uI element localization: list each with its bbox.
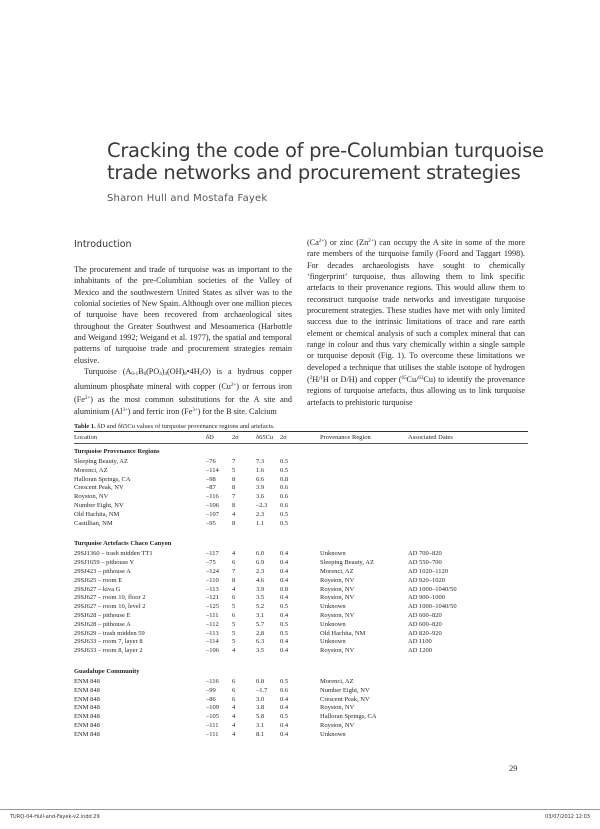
- table-cell: –105: [206, 713, 219, 721]
- slug-file: TURQ-04-Hull-and-Fayek-v2.indd 29: [10, 814, 100, 820]
- table-cell: [408, 484, 528, 493]
- table-cell: 5: [232, 466, 236, 474]
- table-cell: [408, 696, 528, 705]
- table-cell: –112: [206, 620, 219, 628]
- table-cell: 2.3: [256, 567, 265, 575]
- table-cell: 8: [232, 484, 236, 492]
- table-cell: [320, 502, 408, 511]
- table-cell: 3.9: [256, 484, 265, 492]
- table-cell: 0.4: [280, 550, 289, 558]
- table-cell: 4: [232, 730, 236, 738]
- table-cell: –87: [206, 484, 216, 492]
- table-cell: 0.6: [280, 493, 289, 501]
- table-cell: 0.5: [280, 466, 289, 474]
- table-cell: –111: [206, 721, 219, 729]
- table-row: [74, 458, 528, 467]
- table-cell: [320, 467, 408, 476]
- table-cell: –114: [206, 466, 219, 474]
- table-cell: Royston, NV: [320, 704, 355, 712]
- table-cell: 7.3: [256, 458, 265, 465]
- table-cell: Old Hachita, NM: [320, 629, 366, 637]
- table-cell: 29SJ633 – room 8, layer 2: [74, 647, 143, 655]
- table-cell: 4: [232, 585, 236, 593]
- table-cell: [320, 511, 408, 520]
- table-row: [74, 493, 528, 502]
- table-cell: 0.4: [280, 559, 289, 567]
- table-cell: –75: [206, 559, 216, 567]
- table-cell: –116: [206, 677, 219, 685]
- table-cell: [408, 713, 528, 722]
- table-cell: 0.4: [280, 695, 289, 703]
- table-cell: 29SJ625 – room E: [74, 576, 123, 584]
- table-row: [74, 603, 528, 612]
- table-cell: 0.6: [280, 501, 289, 509]
- table-cell: 3.9: [256, 585, 265, 593]
- table-cell: Crescent Peak, NV: [74, 484, 124, 492]
- table-cell: 6: [232, 559, 236, 567]
- table-cell: 7: [232, 458, 236, 465]
- table-cell: –125: [206, 603, 219, 611]
- table-cell: 0.4: [280, 576, 289, 584]
- table-header-cell: δD: [206, 434, 214, 441]
- table-cell: Royston, NV: [320, 611, 355, 619]
- table-cell: AD 600–820: [408, 611, 442, 619]
- table-cell: ENM 848: [74, 730, 100, 738]
- table-cell: Sleeping Beauty, AZ: [320, 559, 374, 567]
- table-spacer-row: [74, 656, 528, 664]
- table-cell: 29SJ423 – pithouse A: [74, 567, 131, 575]
- table-cell: 5: [232, 629, 236, 637]
- table-cell: 5: [232, 603, 236, 611]
- table-cell: 0.5: [280, 620, 289, 628]
- left-text-column: [74, 264, 292, 417]
- slug-rule: [0, 809, 600, 810]
- table-section-heading: Guadalupe Community: [74, 667, 140, 675]
- table-cell: Royston, NV: [320, 576, 355, 584]
- table-cell: 6: [232, 695, 236, 703]
- table-cell: Unknown: [320, 638, 346, 646]
- table-cell: [320, 484, 408, 493]
- table-cell: 0.5: [280, 677, 289, 685]
- table-row: [74, 696, 528, 705]
- table-cell: ENM 848: [74, 677, 100, 685]
- table-cell: 4: [232, 704, 236, 712]
- table-row: [74, 638, 528, 647]
- table-cell: 6.0: [256, 550, 265, 558]
- table-row: [74, 731, 528, 740]
- intro-paragraph-3: $(Ca^{2+})$ or zinc $(Zn^{2+})$ can occupy the A site in some of the more rare members of the turquoise family (Foord and Taggart 1998). For decades archaeologists have sought to chemically ‘fingerprint’ turquoise, thus allowing them to link specific artefacts to their provenance regions. This would allow them to reconstruct turquoise trade networks and investigate turquoise procurement strategies. These studies have met with only limited success due to the intrinsic limitations of trace and rare earth element or chemical analysis of such a complex mineral that can range in colour and thus vary chemically within a single sample or turquoise deposit (Fig. 1). To overcome these limitations we developed a technique that utilises the stable isotope of hydrogen ($^2$H/$^1$H or D/H) and copper ($^{65}$Cu/$^{63}$Cu) to identify the provenance regions of turquoise artefacts, thus allowing us to link turquoise artefacts to prehistoric turquoise: [307, 238, 525, 407]
- table-cell: [408, 493, 528, 502]
- table-cell: Unknown: [320, 603, 346, 611]
- table-cell: 0.4: [280, 704, 289, 712]
- table-cell: [408, 458, 528, 467]
- table-header-cell: 2σ: [232, 434, 239, 441]
- table-cell: Royston, NV: [320, 721, 355, 729]
- table-cell: AD 550–700: [408, 559, 442, 567]
- table-cell: 6: [232, 594, 236, 602]
- table-cell: 0.4: [280, 594, 289, 602]
- table-cell: 1.1: [256, 519, 265, 527]
- table-row: [74, 621, 528, 630]
- table-cell: 29SJ1360 – trash midden TT1: [74, 550, 153, 558]
- table-cell: AD 1100: [408, 638, 432, 646]
- table-caption: Table 1. δD and δ65Cu values of turquoise provenance regions and artefacts.: [74, 423, 275, 430]
- table-cell: 0.4: [280, 721, 289, 729]
- table-cell: –99: [206, 686, 216, 694]
- table-cell: Sleeping Beauty, AZ: [74, 458, 128, 465]
- table-cell: ENM 848: [74, 704, 100, 712]
- table-row: [74, 704, 528, 713]
- table-cell: 0.4: [280, 730, 289, 738]
- table-cell: Halloran Springs, CA: [320, 713, 377, 721]
- table-cell: 0.5: [280, 603, 289, 611]
- table-cell: –121: [206, 594, 219, 602]
- table-row: [74, 713, 528, 722]
- table-cell: Royston, NV: [320, 585, 355, 593]
- table-row: [74, 467, 528, 476]
- table-cell: 29SJ627 – kiva G: [74, 585, 121, 593]
- table-cell: 4: [232, 550, 236, 558]
- table-cell: 5.8: [256, 713, 265, 721]
- table-cell: –98: [206, 475, 216, 483]
- table-header-row: [74, 432, 528, 444]
- right-text-column: [307, 236, 525, 408]
- table-cell: 29SJ628 – pithouse A: [74, 620, 131, 628]
- table-cell: 0.8: [280, 475, 289, 483]
- table-cell: 4: [232, 647, 236, 655]
- table-row: [74, 678, 528, 687]
- table-section-heading: Turquoise Provenance Regions: [74, 448, 160, 455]
- table-cell: –107: [206, 510, 219, 518]
- table-cell: Unknown: [320, 620, 346, 628]
- table-cell: 7: [232, 493, 236, 501]
- table-cell: 8: [232, 576, 236, 584]
- table-cell: 0.6: [280, 686, 289, 694]
- table-cell: Castillian, NM: [74, 519, 113, 527]
- table-header-cell: Associated Dates: [408, 434, 453, 441]
- table-cell: 0.8: [280, 585, 289, 593]
- table-cell: AD 920–1020: [408, 576, 446, 584]
- table-cell: AD 1000–1040/50: [408, 603, 457, 611]
- table-cell: Halloran Springs, CA: [74, 475, 131, 483]
- table-cell: [408, 467, 528, 476]
- table-cell: 4: [232, 721, 236, 729]
- table-cell: 0.5: [280, 519, 289, 527]
- table-cell: –111: [206, 730, 219, 738]
- table-cell: 3.1: [256, 721, 265, 729]
- table-cell: –2.3: [256, 501, 268, 509]
- intro-paragraph-2: Turquoise $(A_{0-1}B_6(PO_4)_4(OH)_8•4H_2O)$ is a hydrous copper aluminum phosphate mineral with copper $(Cu^{2+})$ or ferrous iron $(Fe^{2+})$ as the most common substitutions for the A site and aluminium $(Al^{3+})$ and ferric iron $(Fe^{3+})$ for the B site. Calcium: [74, 367, 292, 417]
- table-header-cell: 2σ: [280, 434, 287, 441]
- table-cell: –86: [206, 695, 216, 703]
- table-cell: Unknown: [320, 550, 346, 558]
- table-cell: 3.8: [256, 704, 265, 712]
- table-cell: 8: [232, 475, 236, 483]
- table-row: [74, 559, 528, 568]
- table-cell: [320, 493, 408, 502]
- table-cell: 3.6: [256, 493, 265, 501]
- table-cell: AD 700–820: [408, 550, 442, 558]
- table-cell: [408, 687, 528, 696]
- table-row: [74, 520, 528, 529]
- table-cell: 7: [232, 567, 236, 575]
- article-authors: Sharon Hull and Mostafa Fayek: [107, 193, 268, 204]
- table-cell: 6.9: [256, 559, 265, 567]
- table-cell: 0.8: [256, 677, 265, 685]
- table-cell: 5: [232, 620, 236, 628]
- table-cell: Morenci, AZ: [74, 466, 108, 474]
- table-cell: 8: [232, 519, 236, 527]
- table-cell: –111: [206, 611, 219, 619]
- table-cell: [320, 458, 408, 467]
- table-cell: 0.4: [280, 567, 289, 575]
- table-cell: 29SJ628 – pithouse E: [74, 611, 131, 619]
- table-cell: AD 820–920: [408, 629, 442, 637]
- table-row: [74, 577, 528, 586]
- table-row: [74, 722, 528, 731]
- table-cell: Morenci, AZ: [320, 677, 354, 685]
- table-cell: ENM 848: [74, 686, 100, 694]
- table-cell: 29SJ627 – room 10, floor 2: [74, 594, 146, 602]
- table-cell: ENM 848: [74, 695, 100, 703]
- table-row: [74, 630, 528, 639]
- table-cell: –117: [206, 550, 219, 558]
- table-cell: 0.4: [280, 638, 289, 646]
- table-cell: 4.6: [256, 576, 265, 584]
- table-cell: 0.4: [280, 647, 289, 655]
- table-cell: –76: [206, 458, 216, 465]
- table-row: [74, 484, 528, 493]
- intro-paragraph-1: The procurement and trade of turquoise was as important to the inhabitants of the pre-Columbian societies of the Valley of Mexico and the southwestern United States as silver was to the colonial societies of New Spain. Although over one million pieces of turquoise have been recovered from archaeological sites throughout the Greater Southwest and Mesoamerica (Harbottle and Weigand 1992; Weigand et al. 1977), the spatial and temporal patterns of turquoise trade and procurement strategies remain elusive.: [74, 265, 292, 365]
- table-cell: AD 1000–1040/50: [408, 585, 457, 593]
- table-section-heading: Turquoise Artefacts Chaco Canyon: [74, 540, 172, 548]
- table-cell: 1.6: [256, 466, 265, 474]
- table-cell: 29SJ633 – room 7, layer 8: [74, 638, 143, 646]
- table-row: [74, 502, 528, 511]
- table-header-cell: δ65Cu: [256, 434, 274, 441]
- table-cell: –113: [206, 629, 219, 637]
- table-cell: –95: [206, 519, 216, 527]
- table-cell: Crescent Peak, NV: [320, 695, 370, 703]
- print-slug: [10, 814, 590, 820]
- table-row: [74, 586, 528, 595]
- table-header-cell: Location: [74, 434, 98, 441]
- table-cell: 3.1: [256, 611, 265, 619]
- table-spacer-row: [74, 528, 528, 536]
- table-cell: 29SJ1659 – pithouse Y: [74, 559, 135, 567]
- article-title: Cracking the code of pre-Columbian turquoise trade networks and procurement strategies: [107, 139, 544, 184]
- table-cell: Number Eight, NV: [74, 501, 124, 509]
- table-cell: Morenci, AZ: [320, 567, 354, 575]
- table-row: [74, 612, 528, 621]
- table-cell: Royston, NV: [74, 493, 109, 501]
- table-cell: 5: [232, 638, 236, 646]
- table-cell: 4: [232, 713, 236, 721]
- table-row: [74, 511, 528, 520]
- table-cell: 0.4: [280, 611, 289, 619]
- table-cell: [408, 502, 528, 511]
- table-cell: 6.3: [256, 638, 265, 646]
- table-cell: 6: [232, 677, 236, 685]
- table-cell: 29SJ629 – trash midden 59: [74, 629, 145, 637]
- table-row: [74, 568, 528, 577]
- table-cell: 2.8: [256, 629, 265, 637]
- table-cell: 8.1: [256, 730, 265, 738]
- table-cell: –109: [206, 704, 219, 712]
- table-cell: Royston, NV: [320, 647, 355, 655]
- table-cell: [408, 704, 528, 713]
- table-cell: 0.5: [280, 629, 289, 637]
- table-cell: 8: [232, 501, 236, 509]
- section-heading: Introduction: [74, 239, 132, 250]
- table-cell: 6: [232, 611, 236, 619]
- table-cell: [320, 476, 408, 485]
- table-row: [74, 476, 528, 485]
- table-cell: 0.5: [280, 458, 289, 465]
- table-row: [74, 687, 528, 696]
- table-cell: 3.0: [256, 695, 265, 703]
- table-cell: Number Eight, NV: [320, 686, 370, 694]
- table-cell: 0.5: [280, 510, 289, 518]
- table-row: [74, 647, 528, 656]
- table-cell: 2.3: [256, 510, 265, 518]
- table-cell: –113: [206, 585, 219, 593]
- table-cell: 3.5: [256, 594, 265, 602]
- table-cell: ENM 848: [74, 713, 100, 721]
- table-cell: [408, 678, 528, 687]
- data-table: [74, 431, 528, 740]
- table-cell: Old Hachita, NM: [74, 510, 120, 518]
- table-cell: –116: [206, 493, 219, 501]
- table-row: [74, 550, 528, 559]
- table-cell: –124: [206, 567, 219, 575]
- table-cell: AD 600–820: [408, 620, 442, 628]
- table-cell: 6.6: [256, 475, 265, 483]
- table-cell: ENM 848: [74, 721, 100, 729]
- table-cell: 6: [232, 686, 236, 694]
- table-cell: AD 1200: [408, 647, 433, 655]
- table-cell: 5.7: [256, 620, 265, 628]
- table-cell: –1.7: [256, 686, 268, 694]
- table-cell: [408, 476, 528, 485]
- table-cell: –106: [206, 501, 219, 509]
- table-cell: AD 900–1000: [408, 594, 446, 602]
- table-cell: [320, 520, 408, 529]
- table-cell: [408, 520, 528, 529]
- table-cell: –110: [206, 576, 219, 584]
- table-cell: 4: [232, 510, 236, 518]
- table-cell: –106: [206, 647, 219, 655]
- table-cell: 5.2: [256, 603, 265, 611]
- table-cell: [408, 731, 528, 740]
- table-cell: Unknown: [320, 730, 346, 738]
- table-cell: [408, 722, 528, 731]
- table-header-cell: Provenance Region: [320, 434, 371, 441]
- table-cell: Royston, NV: [320, 594, 355, 602]
- table-row: [74, 594, 528, 603]
- page-number: 29: [509, 763, 518, 773]
- slug-date: 03/07/2012 12:03: [545, 814, 590, 820]
- table-cell: 0.6: [280, 484, 289, 492]
- table-cell: AD 1020–1120: [408, 567, 449, 575]
- table-cell: 3.5: [256, 647, 265, 655]
- table-cell: –114: [206, 638, 219, 646]
- table-cell: [408, 511, 528, 520]
- table-cell: 29SJ627 – room 10, level 2: [74, 603, 146, 611]
- table-cell: 0.5: [280, 713, 289, 721]
